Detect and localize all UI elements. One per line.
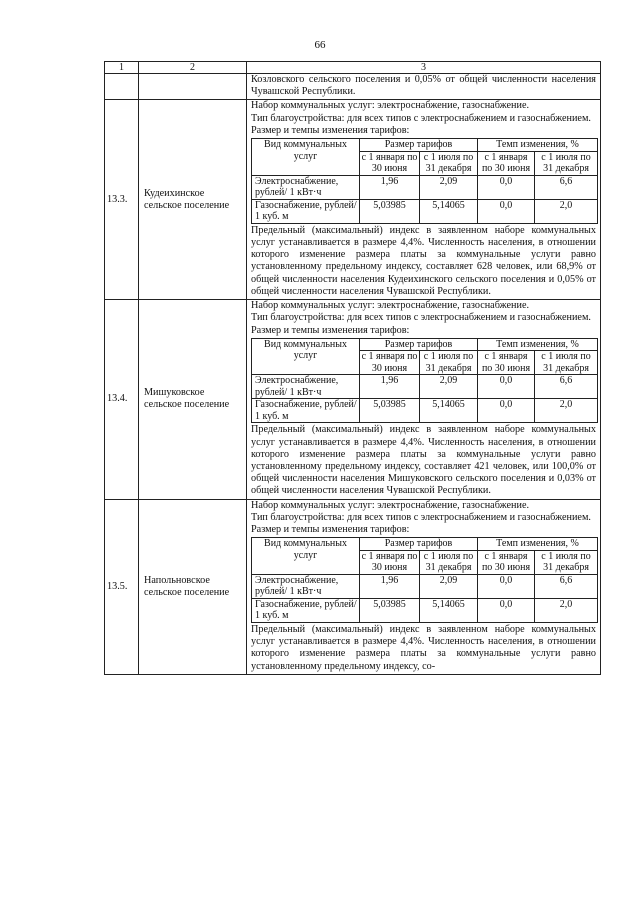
period-2: с 1 июля по 31 декабря (420, 151, 478, 175)
service-name: Газоснабжение, рублей/ 1 куб. м (252, 598, 360, 622)
section-number: 13.3. (105, 100, 139, 300)
rate-value-2: 6,6 (535, 175, 598, 199)
period-1: с 1 января по 30 июня (360, 151, 420, 175)
service-name: Газоснабжение, рублей/ 1 куб. м (252, 399, 360, 423)
tariff-row (252, 175, 598, 199)
tariff-value-2: 5,14065 (420, 199, 478, 223)
continued-row (105, 74, 601, 100)
service-name: Газоснабжение, рублей/ 1 куб. м (252, 199, 360, 223)
period-1: с 1 января по 30 июня (360, 550, 420, 574)
tariff-value-1: 5,03985 (360, 598, 420, 622)
tariff-value-2: 2,09 (420, 175, 478, 199)
kind-header: Вид коммунальных услуг (252, 139, 360, 176)
improvement-type-line: Тип благоустройства: для всех типов с электроснабжением и газоснабжением. (251, 112, 591, 124)
section-row (105, 100, 601, 300)
tariff-row (252, 199, 598, 223)
index-text: Предельный (максимальный) индекс в заявленном наборе коммунальных услуг устанавливается в размере 4,4%. Численность населения, в отношении которого изменение размера платы за коммунальные услуги равно установленному предельному индексу, со- (251, 623, 596, 672)
tariff-row (252, 598, 598, 622)
section-name: Мишуковское сельское поселение (139, 300, 247, 500)
rate-value-2: 6,6 (535, 375, 598, 399)
period-3: с 1 января по 30 июня (478, 151, 535, 175)
services-set-line: Набор коммунальных услуг: электроснабжение, газоснабжение. (251, 499, 530, 511)
service-name: Электроснабжение, рублей/ 1 кВт·ч (252, 175, 360, 199)
period-4: с 1 июля по 31 декабря (535, 550, 598, 574)
improvement-type-line: Тип благоустройства: для всех типов с электроснабжением и газоснабжением. (251, 312, 591, 324)
period-3: с 1 января по 30 июня (478, 351, 535, 375)
size-header: Размер тарифов (360, 538, 478, 551)
section-name: Кудеихинское сельское поселение (139, 100, 247, 300)
rate-value-2: 2,0 (535, 598, 598, 622)
tariff-value-1: 1,96 (360, 375, 420, 399)
rate-value-1: 0,0 (478, 375, 535, 399)
index-text: Предельный (максимальный) индекс в заявленном наборе коммунальных услуг устанавливается в размере 4,4%. Численность населения, в отношении которого изменение размера платы за коммунальные услуги равно установленному предельному индексу, составляет 628 человек, или 68,9% от общей численности населения Кудеихинского сельского поселения и 0,05% от общей численности населения Чувашской Республики. (251, 224, 596, 297)
tariff-value-2: 2,09 (420, 574, 478, 598)
rate-value-1: 0,0 (478, 175, 535, 199)
tariff-row (252, 375, 598, 399)
section-content (247, 100, 601, 300)
tariff-value-2: 2,09 (420, 375, 478, 399)
rate-header: Темп изменения, % (478, 538, 598, 551)
tariff-value-2: 5,14065 (420, 399, 478, 423)
period-3: с 1 января по 30 июня (478, 550, 535, 574)
tariffs-line: Размер и темпы изменения тарифов: (251, 124, 410, 136)
service-name: Электроснабжение, рублей/ 1 кВт·ч (252, 375, 360, 399)
tariff-row (252, 574, 598, 598)
rate-value-2: 2,0 (535, 199, 598, 223)
header-col-3: 3 (247, 62, 601, 74)
tariff-table (251, 338, 598, 424)
improvement-type-line: Тип благоустройства: для всех типов с электроснабжением и газоснабжением. (251, 511, 591, 523)
tariff-value-1: 1,96 (360, 175, 420, 199)
rate-header: Темп изменения, % (478, 338, 598, 351)
continued-text: Козловского сельского поселения и 0,05% от общей численности населения Чувашской Республики. (251, 74, 596, 98)
period-1: с 1 января по 30 июня (360, 351, 420, 375)
section-row (105, 499, 601, 674)
services-set-line: Набор коммунальных услуг: электроснабжение, газоснабжение. (251, 100, 530, 112)
main-table (104, 61, 601, 675)
service-name: Электроснабжение, рублей/ 1 кВт·ч (252, 574, 360, 598)
tariff-value-1: 1,96 (360, 574, 420, 598)
header-col-2: 2 (139, 62, 247, 74)
rate-header: Темп изменения, % (478, 139, 598, 152)
rate-value-2: 6,6 (535, 574, 598, 598)
tariff-table (251, 537, 598, 623)
section-number: 13.4. (105, 300, 139, 500)
header-row (105, 62, 601, 74)
services-set-line: Набор коммунальных услуг: электроснабжение, газоснабжение. (251, 300, 530, 312)
kind-header: Вид коммунальных услуг (252, 538, 360, 575)
tariff-value-1: 5,03985 (360, 399, 420, 423)
section-content (247, 300, 601, 500)
size-header: Размер тарифов (360, 139, 478, 152)
section-content (247, 499, 601, 674)
tariff-row (252, 399, 598, 423)
kind-header: Вид коммунальных услуг (252, 338, 360, 375)
period-2: с 1 июля по 31 декабря (420, 351, 478, 375)
tariff-value-2: 5,14065 (420, 598, 478, 622)
size-header: Размер тарифов (360, 338, 478, 351)
tariffs-line: Размер и темпы изменения тарифов: (251, 324, 410, 336)
rate-value-1: 0,0 (478, 598, 535, 622)
header-col-1: 1 (105, 62, 139, 74)
period-4: с 1 июля по 31 декабря (535, 151, 598, 175)
index-text: Предельный (максимальный) индекс в заявленном наборе коммунальных услуг устанавливается в размере 4,4%. Численность населения, в отношении которого изменение размера платы за коммунальные услуги равно установленному предельному индексу, составляет 421 человек, или 100,0% от общей численности населения Мишуковского сельского поселения и 0,03% от общей численности населения Чувашской Республики. (251, 424, 596, 497)
tariffs-line: Размер и темпы изменения тарифов: (251, 524, 410, 536)
section-name: Напольновское сельское поселение (139, 499, 247, 674)
period-2: с 1 июля по 31 декабря (420, 550, 478, 574)
rate-value-2: 2,0 (535, 399, 598, 423)
section-number: 13.5. (105, 499, 139, 674)
period-4: с 1 июля по 31 декабря (535, 351, 598, 375)
page-number: 66 (314, 39, 326, 51)
tariff-table (251, 138, 598, 224)
rate-value-1: 0,0 (478, 199, 535, 223)
tariff-value-1: 5,03985 (360, 199, 420, 223)
rate-value-1: 0,0 (478, 399, 535, 423)
rate-value-1: 0,0 (478, 574, 535, 598)
section-row (105, 300, 601, 500)
